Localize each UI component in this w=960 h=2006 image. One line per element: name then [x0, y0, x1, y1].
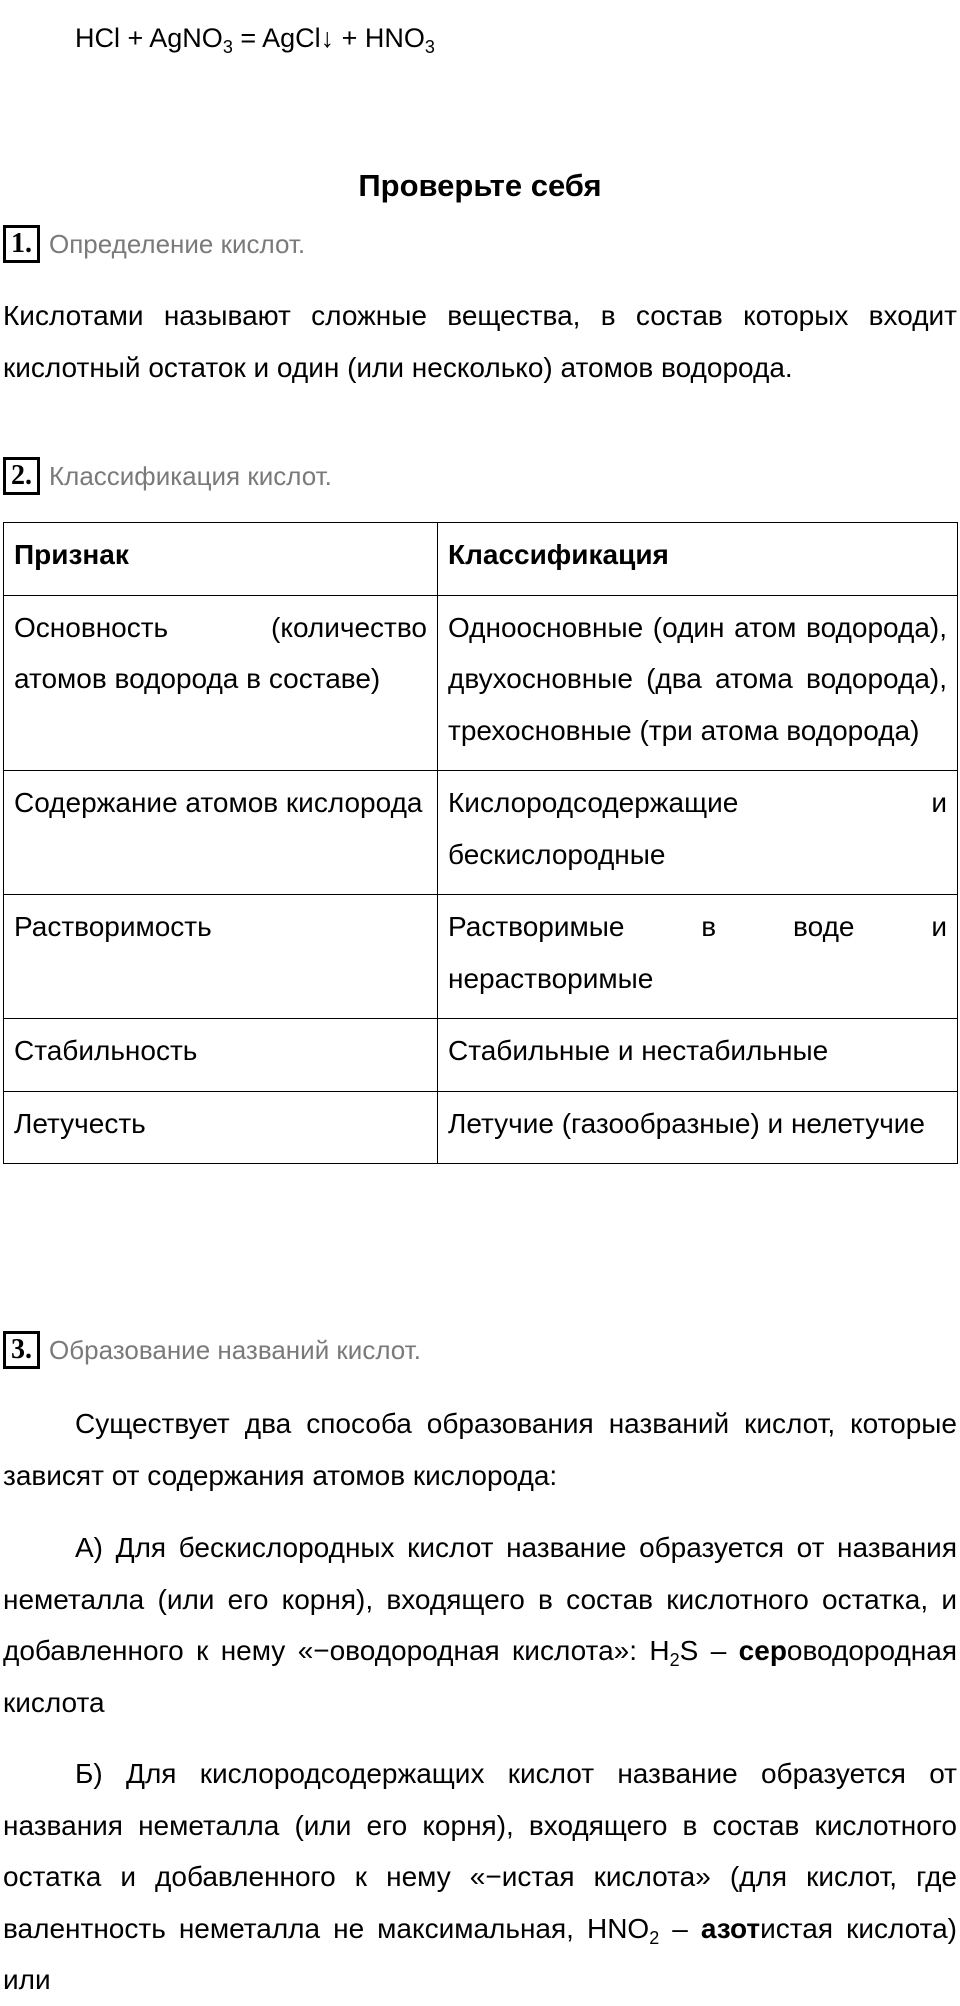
table-cell: Летучие (газообразные) и нелетучие	[438, 1091, 958, 1164]
subscript: 2	[649, 1927, 660, 1948]
dash: –	[698, 1635, 739, 1666]
formula-agcl: AgCl	[262, 23, 321, 53]
table-cell: Одноосновные (один атом водорода), двухосновные (два атома водорода), трехосновные (три атома водорода)	[438, 595, 958, 771]
table-row	[4, 771, 958, 895]
plus-sign: +	[334, 23, 365, 53]
table-cell: Кислородсодержащие и бескислородные	[438, 771, 958, 895]
table-row	[4, 1091, 958, 1164]
dash: –	[659, 1912, 701, 1944]
naming-rule-b	[3, 1748, 957, 2006]
section-title: Классификация кислот.	[49, 460, 332, 491]
rule-text: А) Для бескислородных кислот название образуется от названия неметалла (или его корня), входящего в состав кислотного остатка, и добавленного к нему «−оводородная кислота»:	[3, 1532, 957, 1666]
table-row	[4, 895, 958, 1019]
section-2-label	[3, 456, 332, 496]
table-header-cell: Признак	[4, 523, 438, 596]
table-cell: Летучесть	[4, 1091, 438, 1164]
table-header-cell: Классификация	[438, 523, 958, 596]
table-row	[4, 1019, 958, 1092]
section-3-label	[3, 1330, 421, 1370]
chemical-equation	[75, 18, 435, 58]
classification-table	[3, 522, 958, 1164]
table-cell: Основность (количество атомов водорода в составе)	[4, 595, 438, 771]
table-header-row	[4, 523, 958, 596]
formula: HNO	[586, 1912, 650, 1944]
plus-sign: +	[120, 23, 150, 53]
root-highlight: сер	[738, 1635, 787, 1666]
section-title: Образование названий кислот.	[49, 1334, 421, 1365]
rule-text: Б) Для кислородсодержащих кислот название образуется от названия неметалла (или его корня), входящего в состав кислотного остатка и добавленного к нему «−истая кислота» (для кислот, где валентность неметалла не максимальная,	[3, 1758, 957, 1944]
table-cell: Содержание атомов кислорода	[4, 771, 438, 895]
section-1-label	[3, 224, 305, 264]
formula-hno3: HNO	[364, 23, 425, 53]
page-title: Проверьте себя	[358, 168, 602, 203]
acid-definition: Кислотами называют сложные вещества, в состав которых входит кислотный остаток и один (или несколько) атомов водорода.	[3, 300, 957, 383]
subscript: 2	[669, 1650, 680, 1670]
table-cell: Стабильные и нестабильные	[438, 1019, 958, 1092]
section-number: 3.	[3, 1331, 40, 1369]
naming-rule-a	[3, 1522, 957, 1728]
table-cell: Растворимость	[4, 895, 438, 1019]
section-number: 2.	[3, 457, 40, 495]
formula-hcl: HCl	[75, 23, 120, 53]
section-title: Определение кислот.	[49, 228, 306, 259]
section-number: 1.	[3, 225, 40, 263]
formula: H	[649, 1635, 670, 1666]
subscript: 3	[222, 37, 233, 57]
table-row	[4, 595, 958, 771]
precipitate-arrow-icon: ↓	[320, 23, 335, 53]
rule-text: истая кислота) или	[3, 1912, 957, 1995]
naming-intro: Существует два способа образования названий кислот, которые зависят от содержания атомов кислорода:	[3, 1408, 957, 1491]
equals-sign: =	[232, 23, 263, 53]
subscript: 3	[424, 37, 435, 57]
table-cell: Растворимые в воде и нерастворимые	[438, 895, 958, 1019]
root-highlight: азот	[700, 1912, 761, 1944]
rule-text: оводородная кислота	[3, 1635, 957, 1718]
formula: S	[679, 1635, 699, 1666]
table-cell: Стабильность	[4, 1019, 438, 1092]
formula-agno3: AgNO	[149, 23, 223, 53]
